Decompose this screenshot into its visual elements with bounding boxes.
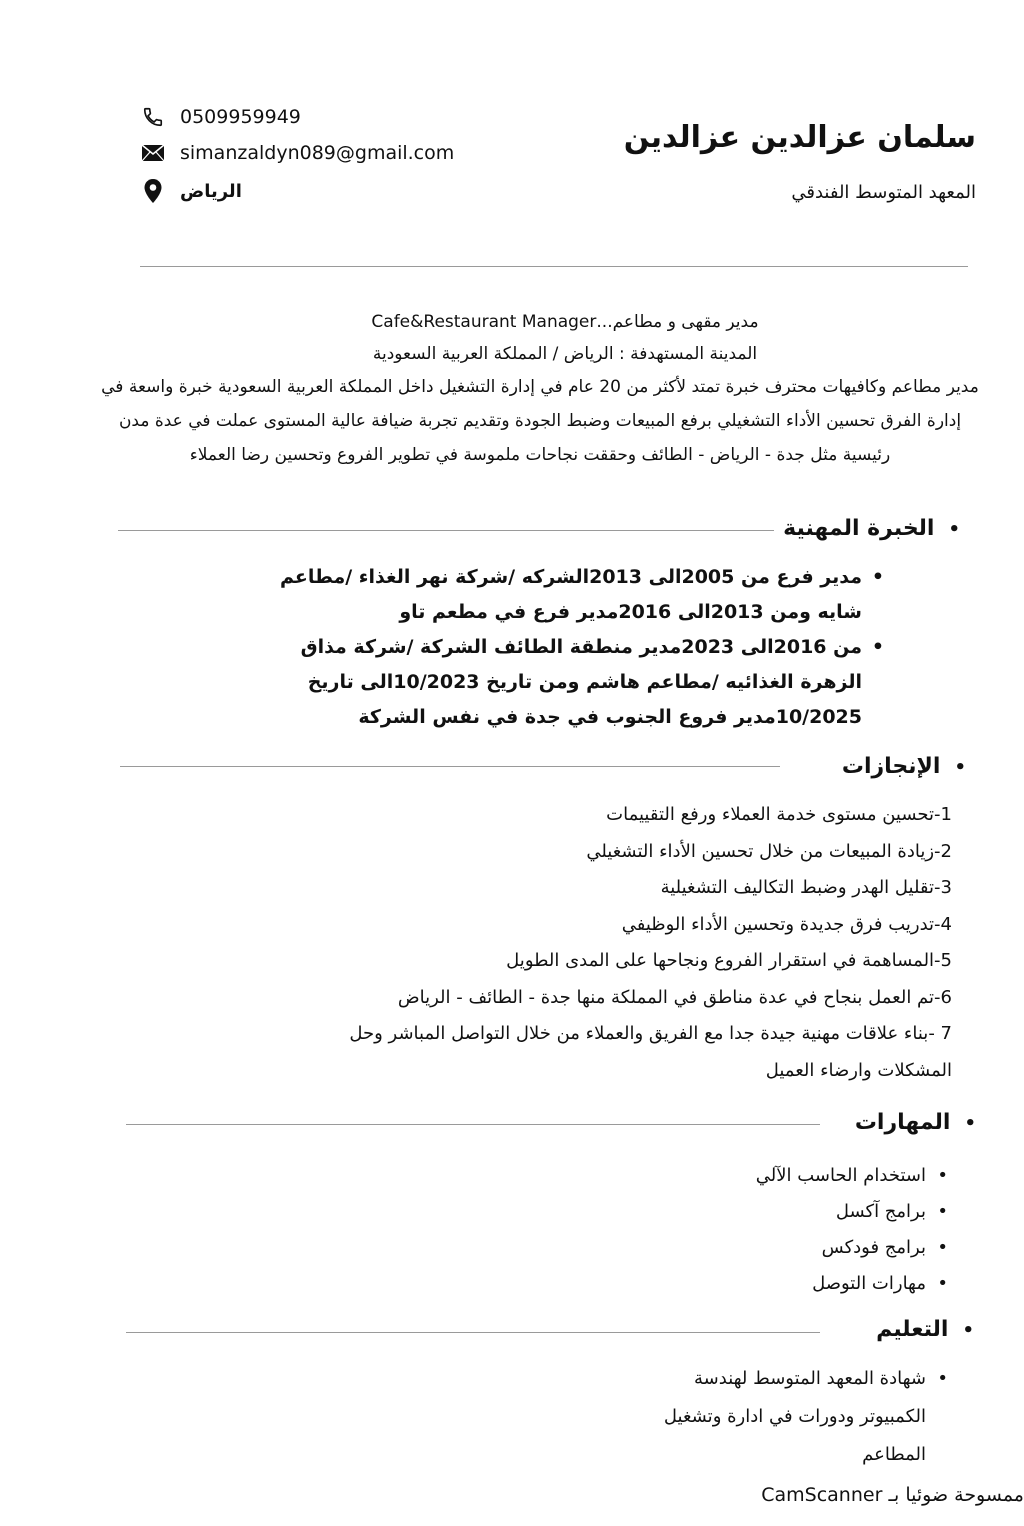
education-list [638, 1360, 948, 1474]
job-title-line: مدير مقهى و مطاعم...Cafe&Restaurant Manager [371, 312, 759, 332]
email-row [140, 140, 454, 166]
achievement-item: 4-تدريب فرق جديدة وتحسين الأداء الوظيفي [621, 913, 952, 935]
location-row [140, 178, 242, 204]
experience-list [244, 560, 884, 735]
institute-subtitle: المعهد المتوسط الفندقي [791, 182, 976, 203]
skill-item: • مهارات التوصل [548, 1266, 948, 1302]
achievements-divider [120, 766, 780, 767]
skills-divider [126, 1124, 820, 1125]
experience-item: • مدير فرع من 2005الى 2013الشركه /شركة نهر الغذاء /مطاعم شايه ومن 2013الى 2016مدير فرع في مطعم تاو [244, 560, 884, 630]
achievement-item: 5-المساهمة في استقرار الفروع ونجاحها على المدى الطويل [506, 950, 952, 971]
skills-title: • المهارات [855, 1110, 976, 1135]
scanner-prefix: ممسوحة ضوئيا بـ [888, 1484, 1024, 1506]
education-item: • شهادة المعهد المتوسط لهندسة الكمبيوتر ودورات في ادارة وتشغيل المطاعم [638, 1360, 948, 1474]
phone-number[interactable]: 0509959949 [180, 106, 301, 128]
achievement-item: 7 -بناء علاقات مهنية جيدة جدا مع الفريق والعملاء من خلال التواصل المباشر وحل المشكلات وارضاء العميل [349, 1023, 952, 1081]
camscanner-watermark [761, 1484, 1024, 1506]
scanner-name: CamScanner [761, 1484, 883, 1506]
education-title: • التعليم [876, 1317, 974, 1342]
achievements-list [292, 797, 952, 1089]
phone-row [140, 104, 301, 130]
achievement-item: 1-تحسين مستوى خدمة العملاء ورفع التقييمات [606, 804, 952, 825]
achievements-title: • الإنجازات [842, 754, 966, 779]
header-divider [140, 266, 968, 267]
candidate-name: سلمان عزالدين عزالدين [623, 120, 976, 155]
summary-block [100, 306, 980, 472]
skill-item: • استخدام الحاسب الآلي [548, 1158, 948, 1194]
skill-item: • برامج فودكس [548, 1230, 948, 1266]
phone-icon [140, 104, 166, 130]
map-pin-icon [140, 178, 166, 204]
envelope-icon [140, 140, 166, 166]
experience-item: • من 2016الى 2023مدير منطقة الطائف الشركة /شركة مذاق الزهرة الغذائيه /مطاعم هاشم ومن تاريخ 10/2023الى تاريخ 10/2025مدير فروع الجنوب في جدة في نفس الشركة [244, 630, 884, 735]
target-city-line: المدينة المستهدفة : الرياض / المملكة العربية السعودية [372, 344, 758, 364]
email-address[interactable]: simanzaldyn089@gmail.com [180, 142, 455, 164]
location-text: الرياض [180, 180, 242, 202]
achievement-item: 2-زيادة المبيعات من خلال تحسين الأداء التشغيلي [586, 840, 952, 862]
achievement-item: 6-تم العمل بنجاح في عدة مناطق في المملكة منها جدة - الطائف - الرياض [397, 986, 952, 1008]
experience-divider [118, 530, 774, 531]
experience-title: • الخبرة المهنية [783, 516, 960, 541]
education-divider [126, 1332, 820, 1333]
skill-item: • برامج آكسل [548, 1194, 948, 1230]
achievement-item: 3-تقليل الهدر وضبط التكاليف التشغيلية [660, 877, 952, 898]
skills-list [548, 1158, 948, 1302]
summary-paragraph: مدير مطاعم وكافيهات محترف خبرة تمتد لأكثر من 20 عام في إدارة التشغيل داخل المملكة العربية السعودية خبرة واسعة في إدارة الفرق تحسين الأداء التشغيلي برفع المبيعات وضبط الجودة وتقديم تجربة ضيافة عالية المستوى عملت في عدة مدن رئيسية مثل جدة - الرياض - الطائف وحققت نجاحات ملموسة في تطوير الفروع وتحسين رضا العملاء [101, 377, 979, 465]
